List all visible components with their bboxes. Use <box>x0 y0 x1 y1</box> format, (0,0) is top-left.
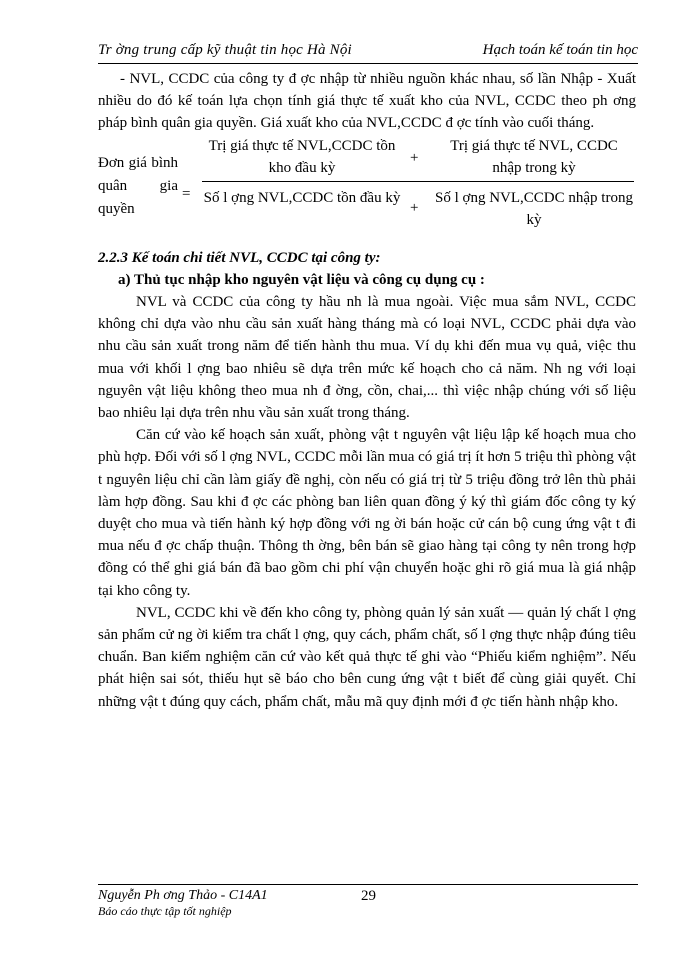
subsection-title: a) Thủ tục nhập kho nguyên vật liệu và công cụ dụng cụ : <box>118 271 485 288</box>
formula-plus-numerator: + <box>410 149 419 166</box>
formula-numerator-purchase-value: Trị giá thực tế NVL, CCDC nhập trong kỳ <box>450 137 618 176</box>
page-header <box>98 42 638 62</box>
section-paragraph-1: NVL và CCDC của công ty hầu nh là mua ngoài. Việc mua sắm NVL, CCDC không chỉ dựa vào nhu cầu sản xuất hàng tháng mà có loại NVL, CCDC phải dựa vào nhu cầu sản xuất trong năm để tiến hành thu mua. Ví dụ khi đến mua vụ quả, việc thu mua với khối l ợng bao nhiêu sẽ dựa trên mức kế hoạch cho cả năm. Nh ng với loại nguyên vật liệu không theo mua nh đ ờng, cồn, chai,... thì việc nhập chúng với số liệu bao nhiêu lại dựa trên nhu vầu sản xuất trong tháng. <box>98 294 636 422</box>
header-rule <box>98 63 638 64</box>
header-subject: Hạch toán kế toán tin học <box>482 42 638 58</box>
page-footer <box>98 888 638 928</box>
formula-plus-denominator: + <box>410 199 419 216</box>
page-body <box>98 68 636 713</box>
formula-denominator-opening-qty: Số l ợng NVL,CCDC tồn đầu kỳ <box>203 189 401 206</box>
section-paragraph-2: Căn cứ vào kế hoạch sản xuất, phòng vật t nguyên vật liệu lập kế hoạch mua cho phù hợp. Đối với số l ợng NVL, CCDC mỗi lần mua có giá trị ít hơn 5 triệu thì phòng vật t nguyên liệu chỉ cần làm giấy đề nghị, còn nếu có giá trị từ 5 triệu đồng trở lên thù phải làm hợp đồng. Sau khi đ ợc các phòng ban liên quan đồng ý ký thì giám đốc công ty ký duyệt cho mua và tiến hành ký hợp đồng với ng ời bán hoặc cử cán bộ cung ứng vật t đi mua nếu đ ợc chấp thuận. Thông th ờng, bên bán sẽ giao hàng tại công ty nên trong hợp đồng có thể ghi giá bán đã bao gồm chi phí vận chuyển hoặc ghi rõ giá mua là giá nhập tại kho công ty. <box>98 427 636 599</box>
formula-numerator-opening-value: Trị giá thực tế NVL,CCDC tồn kho đầu kỳ <box>208 137 396 176</box>
section-title: 2.2.3 Kế toán chi tiết NVL, CCDC tại công ty: <box>98 249 381 266</box>
formula-denominator-purchase-qty: Số l ợng NVL,CCDC nhập trong kỳ <box>435 189 633 228</box>
footer-report-title: Báo cáo thực tập tốt nghiệp <box>98 904 232 918</box>
footer-rule <box>98 884 638 885</box>
header-school-name: Tr ờng trung cấp kỹ thuật tin học Hà Nội <box>98 42 352 58</box>
formula-fraction-bar <box>202 181 634 182</box>
formula-label: Đơn giá bình quân gia quyền <box>98 154 178 217</box>
average-price-formula <box>98 135 636 247</box>
footer-author: Nguyễn Ph ơng Thảo - C14A1 <box>98 888 268 903</box>
formula-equals: = <box>182 185 191 202</box>
section-paragraph-3: NVL, CCDC khi về đến kho công ty, phòng quản lý sản xuất — quản lý chất l ợng sản phẩm cử ng ời kiểm tra chất l ợng, quy cách, phẩm chất, số l ợng thực nhập đúng tiêu chuẩn. Ban kiểm nghiệm căn cứ vào kết quả thực tế ghi vào “Phiếu kiểm nghiệm”. Nếu phát hiện sai sót, thiếu hụt sẽ báo cho bên cung ứng vật t biết để cùng giải quyết. Chỉ những vật t đúng quy cách, phẩm chất, mẫu mã quy định mới đ ợc tiến hành nhập kho. <box>98 604 636 710</box>
page-number: 29 <box>361 888 376 904</box>
intro-paragraph: - NVL, CCDC của công ty đ ợc nhập từ nhiều nguồn khác nhau, số lần Nhập - Xuất nhiều do đó kế toán lựa chọn tính giá thực tế xuất kho của NVL, CCDC theo ph ơng pháp bình quân gia quyền. Giá xuất kho của NVL,CCDC đ ợc tính vào cuối tháng. <box>98 71 636 132</box>
